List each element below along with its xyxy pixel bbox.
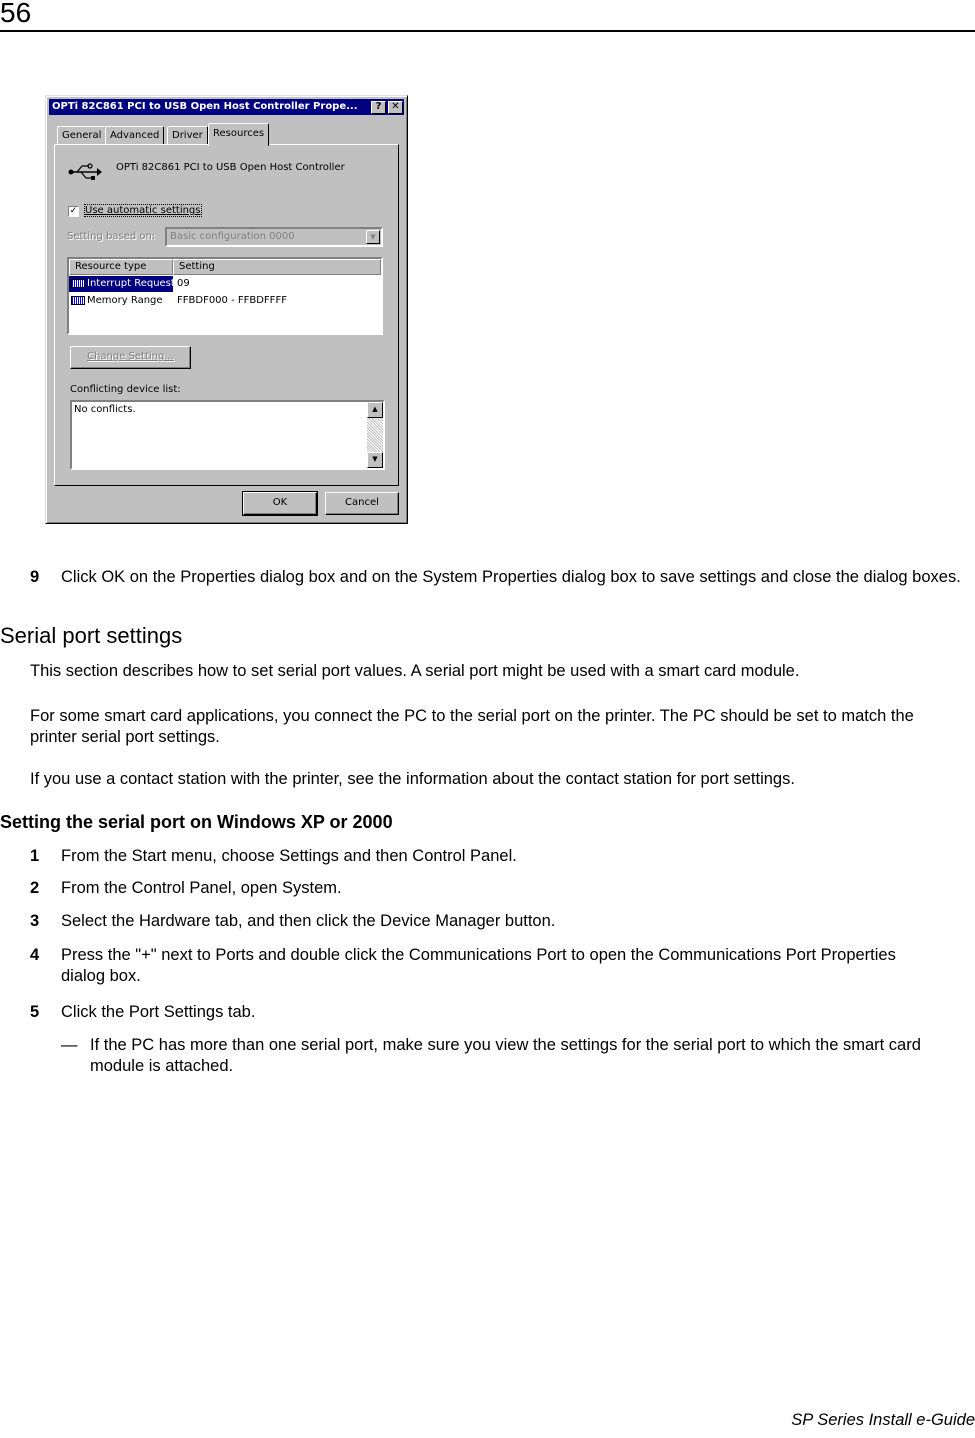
paragraph: This section describes how to set serial port values. A serial port might be used with a smart card module. bbox=[30, 662, 800, 680]
device-name: OPTi 82C861 PCI to USB Open Host Controller bbox=[116, 162, 345, 173]
resource-row-type[interactable] bbox=[69, 276, 173, 292]
scroll-up-icon[interactable]: ▲ bbox=[367, 402, 383, 418]
step-text: Click OK on the Properties dialog box and on the System Properties dialog box to save settings and close the dialog boxes. bbox=[61, 568, 961, 586]
chevron-down-icon[interactable]: ▼ bbox=[366, 230, 380, 244]
tab-general[interactable]: General bbox=[57, 126, 106, 145]
change-setting-button[interactable]: Change Setting... bbox=[70, 346, 191, 369]
step-number: 3 bbox=[30, 912, 40, 930]
header-rule bbox=[0, 30, 975, 32]
conflicting-label: Conflicting device list: bbox=[70, 384, 181, 395]
tab-resources[interactable]: Resources bbox=[208, 123, 269, 146]
resource-icon bbox=[71, 279, 85, 288]
setting-based-on-label: Setting based on: bbox=[67, 231, 156, 242]
use-automatic-checkbox[interactable]: ✓ bbox=[69, 206, 78, 216]
subheading: Setting the serial port on Windows XP or 2000 bbox=[0, 812, 393, 832]
conflicting-text: No conflicts. bbox=[74, 404, 136, 415]
column-resource-type[interactable]: Resource type bbox=[69, 259, 173, 275]
tab-advanced[interactable]: Advanced bbox=[105, 126, 164, 145]
usb-icon bbox=[67, 163, 103, 181]
cancel-button[interactable]: Cancel bbox=[325, 492, 399, 515]
paragraph: For some smart card applications, you connect the PC to the serial port on the printer. The PC should be set to match the printer serial port settings. bbox=[30, 707, 914, 746]
resource-row-type[interactable] bbox=[69, 293, 173, 309]
page-number: 56 bbox=[0, 0, 32, 28]
resources-panel bbox=[54, 144, 399, 486]
step-text: Press the "+" next to Ports and double click the Communications Port to open the Communications Port Properties dialog box. bbox=[61, 946, 896, 985]
step-text: Select the Hardware tab, and then click the Device Manager button. bbox=[61, 912, 556, 930]
resource-list[interactable] bbox=[67, 257, 383, 335]
column-setting[interactable]: Setting bbox=[173, 259, 381, 275]
resource-icon bbox=[71, 296, 85, 305]
scrollbar[interactable] bbox=[367, 402, 383, 468]
dialog-title: OPTi 82C861 PCI to USB Open Host Controller Prope... bbox=[52, 101, 358, 112]
step-number: 9 bbox=[30, 568, 40, 586]
footer-title: SP Series Install e-Guide bbox=[791, 1411, 975, 1429]
help-button[interactable]: ? bbox=[371, 101, 386, 114]
scroll-down-icon[interactable]: ▼ bbox=[367, 452, 383, 468]
tab-driver[interactable]: Driver bbox=[167, 126, 208, 145]
setting-based-on-select[interactable] bbox=[165, 227, 383, 247]
close-button[interactable]: ✕ bbox=[388, 101, 403, 114]
resource-setting-memory: FFBDF000 - FFBDFFFF bbox=[177, 295, 287, 306]
setting-based-on-value: Basic configuration 0000 bbox=[170, 231, 295, 242]
step-number: 1 bbox=[30, 847, 40, 865]
step-number: 2 bbox=[30, 879, 40, 897]
resource-setting-irq: 09 bbox=[177, 278, 190, 289]
ok-button[interactable]: OK bbox=[243, 492, 317, 515]
step-text: Click the Port Settings tab. bbox=[61, 1003, 256, 1021]
section-heading: Serial port settings bbox=[0, 623, 183, 648]
step-text: From the Control Panel, open System. bbox=[61, 879, 342, 897]
use-automatic-label[interactable]: Use automatic settings bbox=[85, 205, 201, 216]
resource-type-memory: Memory Range bbox=[87, 295, 163, 306]
dialog-titlebar bbox=[49, 99, 404, 115]
paragraph: If you use a contact station with the printer, see the information about the contact station for port settings. bbox=[30, 770, 795, 788]
step-text: From the Start menu, choose Settings and then Control Panel. bbox=[61, 847, 517, 865]
step-number: 4 bbox=[30, 946, 40, 964]
note-dash: — bbox=[61, 1036, 78, 1054]
resource-type-irq: Interrupt Request bbox=[87, 278, 175, 289]
note-text: If the PC has more than one serial port, make sure you view the settings for the serial port to which the smart card module is attached. bbox=[90, 1036, 921, 1075]
conflicting-list[interactable] bbox=[70, 400, 385, 470]
properties-dialog bbox=[45, 95, 408, 524]
step-number: 5 bbox=[30, 1003, 40, 1021]
